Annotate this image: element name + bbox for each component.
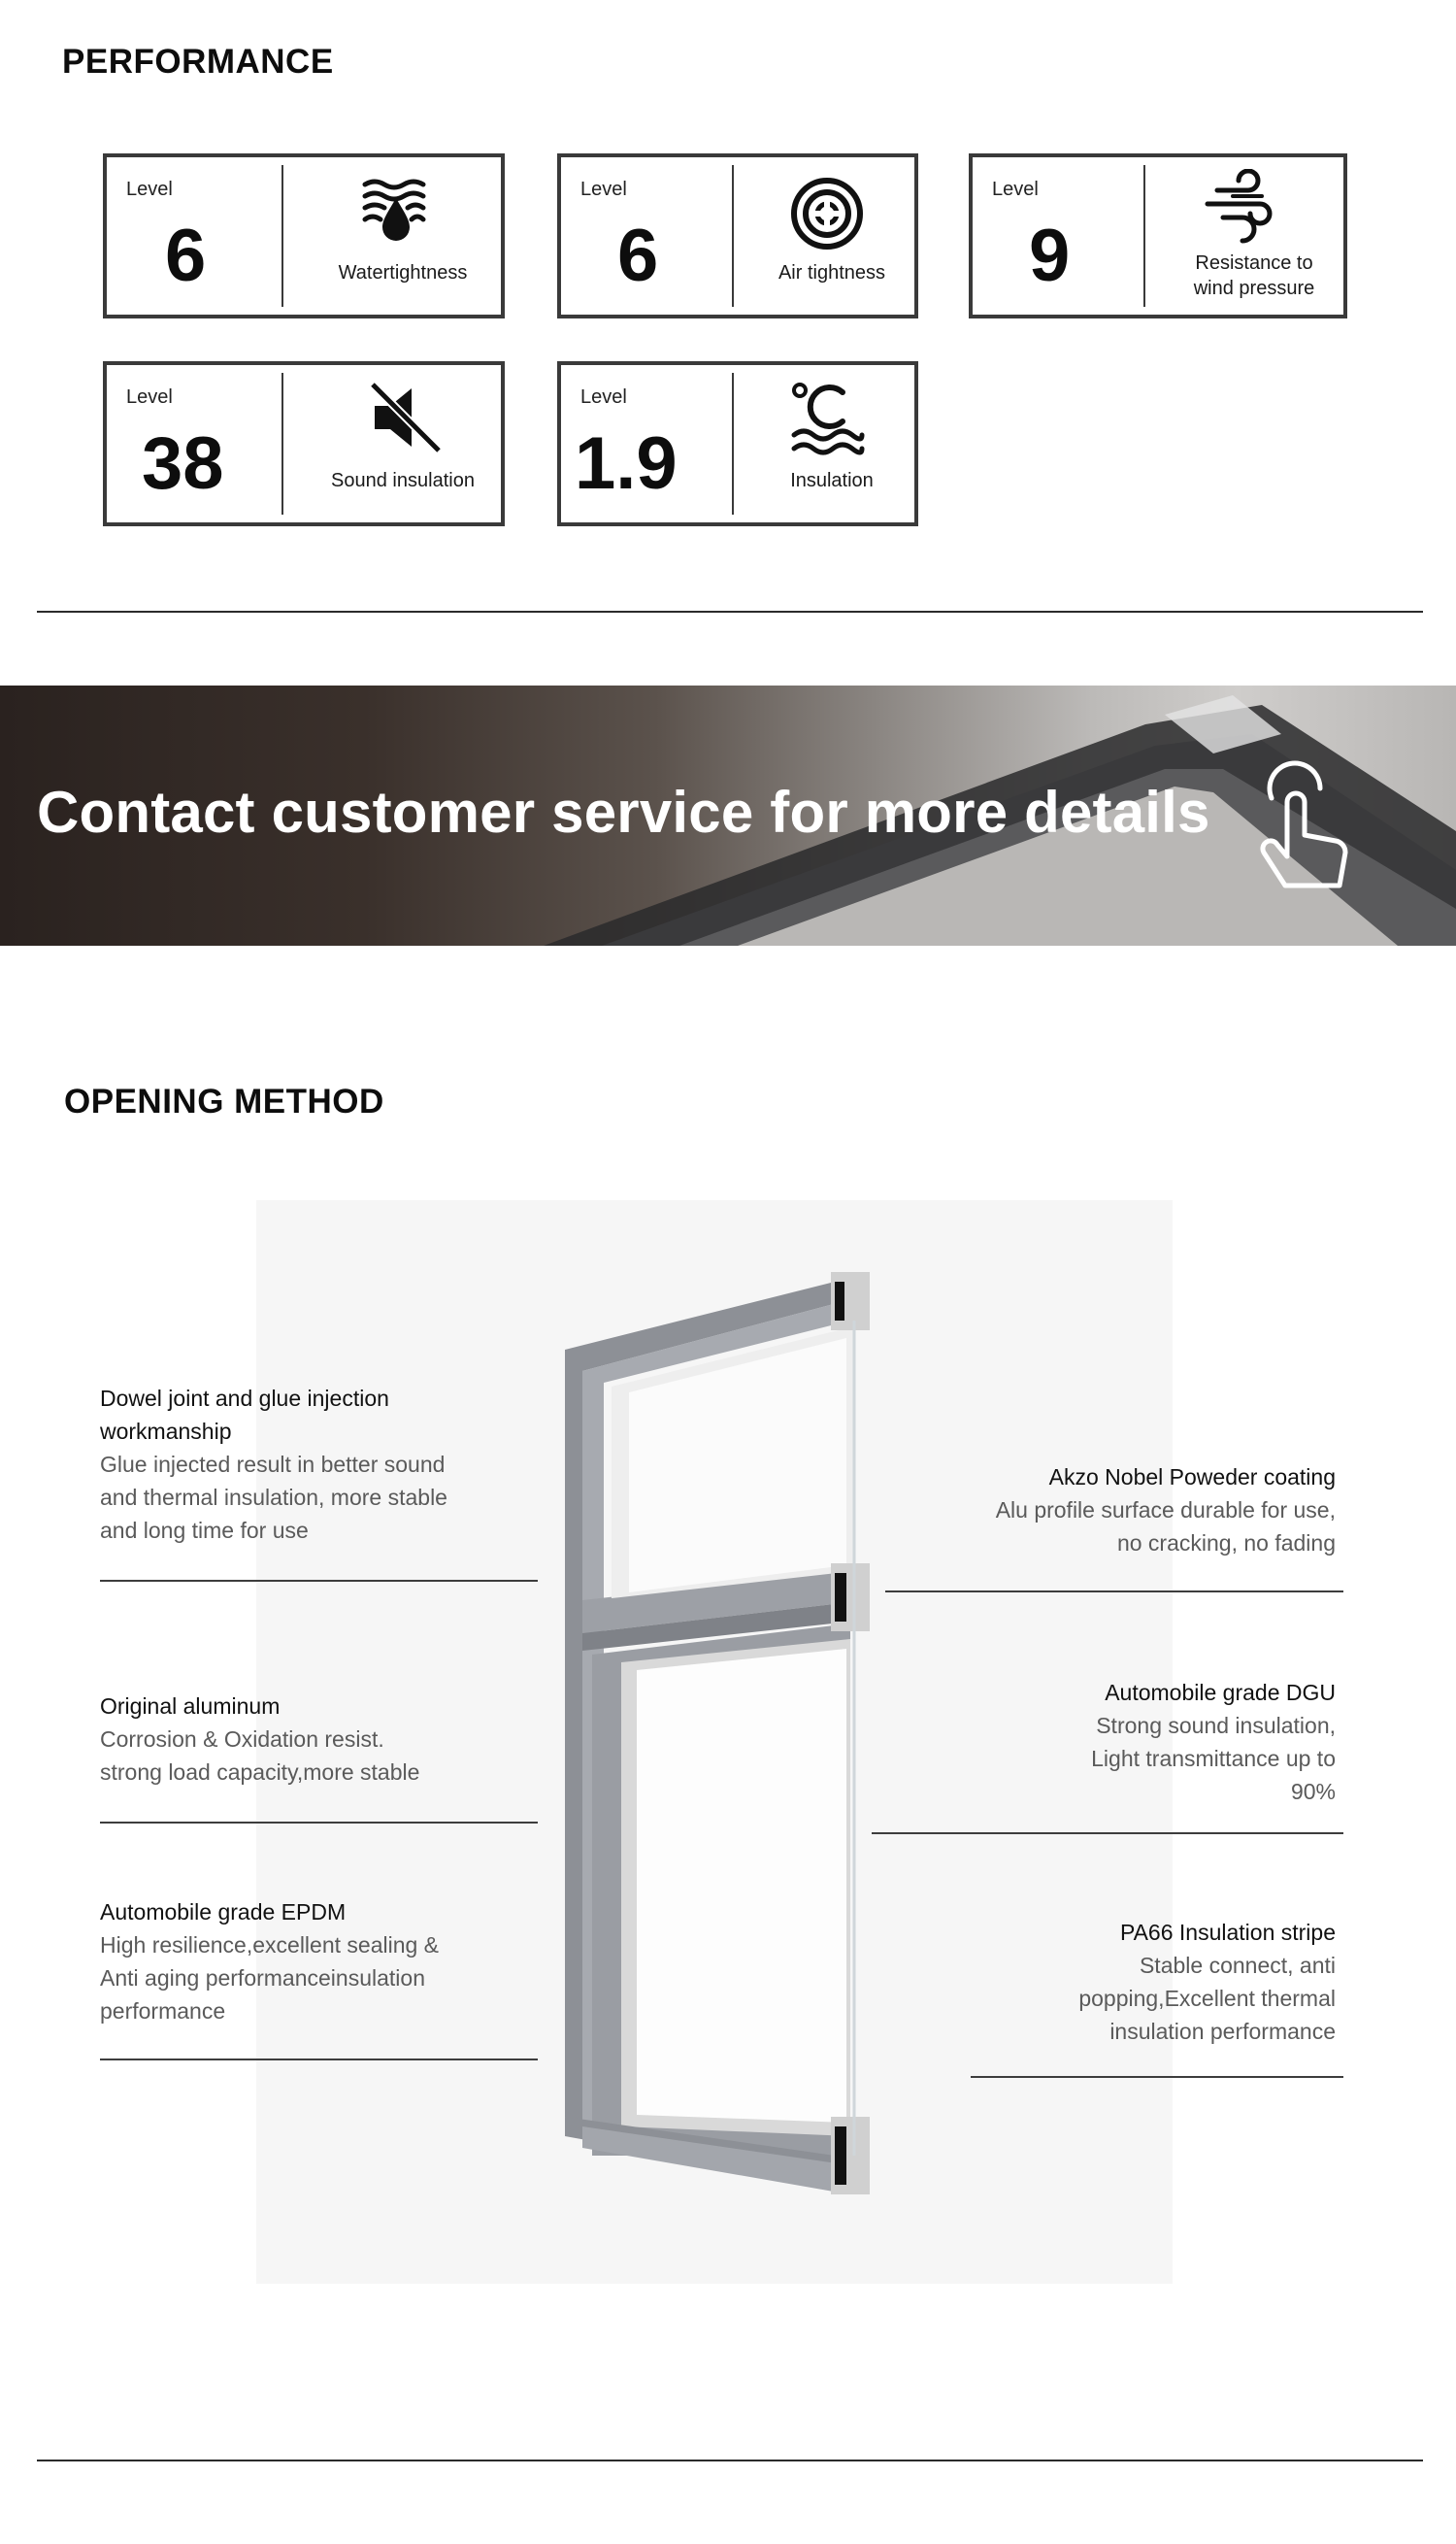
feature-desc-line: and long time for use <box>100 1518 309 1543</box>
card-caption-line: Resistance to <box>1195 252 1313 274</box>
feature-title: Akzo Nobel Poweder coating <box>1048 1464 1336 1490</box>
level-value: 9 <box>1029 215 1071 297</box>
feature-title: Original aluminum <box>100 1693 281 1719</box>
feature-akzo-nobel <box>922 1460 1336 1559</box>
performance-card-watertightness <box>103 153 505 318</box>
feature-desc-line: Anti aging performanceinsulation <box>100 1965 425 1991</box>
contact-banner[interactable] <box>0 686 1456 946</box>
feature-pa66 <box>922 1916 1336 2048</box>
performance-card-air-tightness <box>557 153 918 318</box>
card-caption: Watertightness <box>338 262 468 284</box>
feature-title: Dowel joint and glue injection <box>100 1386 389 1411</box>
level-label: Level <box>126 179 173 200</box>
feature-desc-line: Alu profile surface durable for use, <box>995 1497 1336 1523</box>
level-value: 6 <box>165 215 207 297</box>
feature-original-aluminum <box>100 1690 508 1789</box>
card-divider <box>1143 165 1145 307</box>
mute-speaker-icon <box>367 379 445 456</box>
window-profile-image <box>544 1262 893 2204</box>
feature-desc-line: Glue injected result in better sound <box>100 1452 446 1477</box>
level-label: Level <box>992 179 1039 200</box>
feature-desc-line: performance <box>100 1998 226 2024</box>
performance-title: PERFORMANCE <box>62 43 334 81</box>
performance-card-sound-insulation <box>103 361 505 526</box>
air-circle-icon <box>788 175 866 252</box>
feature-desc-line: insulation performance <box>1109 2019 1336 2044</box>
feature-desc-line: Strong sound insulation, <box>1096 1713 1336 1738</box>
bottom-divider <box>37 2460 1423 2461</box>
level-value: 1.9 <box>575 422 678 505</box>
opening-method-title: OPENING METHOD <box>64 1083 384 1121</box>
feature-desc-line: no cracking, no fading <box>1116 1530 1336 1556</box>
feature-divider <box>100 1822 538 1824</box>
wind-icon <box>1204 169 1281 247</box>
feature-title: workmanship <box>100 1419 232 1444</box>
level-value: 38 <box>142 422 224 505</box>
level-label: Level <box>126 386 173 408</box>
feature-desc-line: High resilience,excellent sealing & <box>100 1932 440 1958</box>
feature-divider <box>100 2059 538 2060</box>
card-divider <box>281 165 283 307</box>
feature-desc-line: Light transmittance up to <box>1091 1746 1336 1771</box>
feature-desc-line: 90% <box>1290 1779 1336 1804</box>
touch-hand-icon <box>1242 759 1359 895</box>
feature-divider <box>971 2076 1343 2078</box>
feature-desc-line: and thermal insulation, more stable <box>100 1485 447 1510</box>
banner-text: Contact customer service for more details <box>37 780 1210 845</box>
section-divider <box>37 611 1423 613</box>
performance-card-wind-pressure <box>969 153 1347 318</box>
card-caption: Air tightness <box>778 262 886 284</box>
feature-title: Automobile grade EPDM <box>100 1899 347 1925</box>
feature-dowel-joint <box>100 1382 508 1547</box>
level-label: Level <box>580 386 627 408</box>
level-label: Level <box>580 179 627 200</box>
feature-epdm <box>100 1895 508 2027</box>
card-caption: Sound insulation <box>331 470 475 491</box>
performance-card-insulation <box>557 361 918 526</box>
feature-dgu <box>922 1676 1336 1808</box>
feature-divider <box>885 1590 1343 1592</box>
feature-desc-line: Stable connect, anti <box>1139 1953 1336 1978</box>
card-caption-line: wind pressure <box>1193 278 1315 299</box>
temperature-celsius-icon <box>788 379 866 456</box>
feature-desc-line: Corrosion & Oxidation resist. <box>100 1726 384 1752</box>
card-divider <box>281 373 283 515</box>
feature-desc-line: strong load capacity,more stable <box>100 1759 420 1785</box>
card-divider <box>732 373 734 515</box>
feature-divider <box>100 1580 538 1582</box>
feature-desc-line: popping,Excellent thermal <box>1078 1986 1336 2011</box>
feature-title: Automobile grade DGU <box>1105 1680 1336 1705</box>
card-caption <box>1159 251 1349 301</box>
card-divider <box>732 165 734 307</box>
card-caption: Insulation <box>790 470 874 491</box>
level-value: 6 <box>617 215 659 297</box>
feature-divider <box>872 1832 1343 1834</box>
water-drop-icon <box>355 175 433 252</box>
feature-title: PA66 Insulation stripe <box>1119 1920 1336 1945</box>
